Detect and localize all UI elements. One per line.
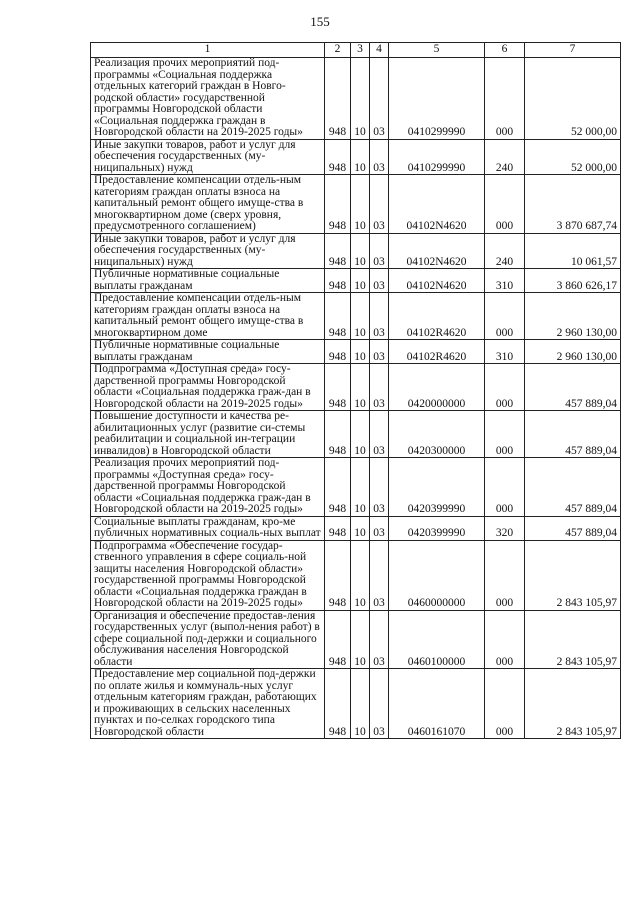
row-target-article: 0460161070	[389, 669, 485, 739]
row-section-code: 10	[351, 669, 370, 739]
row-target-article: 04102N4620	[389, 269, 485, 293]
row-ministry-code: 948	[325, 58, 351, 140]
row-section-code: 10	[351, 293, 370, 340]
row-subsection-code: 03	[370, 340, 389, 364]
row-target-article: 04102N4620	[389, 175, 485, 234]
header-cell-subsection: 4	[370, 43, 389, 58]
row-name: Повышение доступности и качества ре-абилитационных услуг (развитие си-стемы реабилитации и социальной ин-теграции инвалидов) в Новгородской области	[91, 411, 325, 458]
row-amount: 52 000,00	[525, 139, 621, 175]
header-cell-expense-type: 6	[485, 43, 525, 58]
row-expense-type: 000	[485, 411, 525, 458]
row-amount: 457 889,04	[525, 411, 621, 458]
row-subsection-code: 03	[370, 516, 389, 540]
row-ministry-code: 948	[325, 411, 351, 458]
row-section-code: 10	[351, 540, 370, 610]
row-expense-type: 240	[485, 139, 525, 175]
row-name: Реализация прочих мероприятий под-программы «Социальная поддержка отдельных категорий граждан в Новго-родской области» государственной программы Новгородской области «Социальная поддержка граждан в Новгородской области на 2019-2025 годы»	[91, 58, 325, 140]
row-section-code: 10	[351, 340, 370, 364]
row-amount: 457 889,04	[525, 516, 621, 540]
row-section-code: 10	[351, 139, 370, 175]
row-subsection-code: 03	[370, 669, 389, 739]
row-target-article: 04102R4620	[389, 293, 485, 340]
row-amount: 457 889,04	[525, 458, 621, 517]
row-section-code: 10	[351, 364, 370, 411]
row-section-code: 10	[351, 233, 370, 269]
row-name: Подпрограмма «Доступная среда» госу-дарственной программы Новгородской области «Социальная поддержка граж-дан в Новгородской области на 2019-2025 годы»	[91, 364, 325, 411]
row-target-article: 0420399990	[389, 516, 485, 540]
row-amount: 3 870 687,74	[525, 175, 621, 234]
row-section-code: 10	[351, 58, 370, 140]
row-ministry-code: 948	[325, 233, 351, 269]
table-row	[91, 340, 621, 364]
row-subsection-code: 03	[370, 269, 389, 293]
row-subsection-code: 03	[370, 364, 389, 411]
row-amount: 2 843 105,97	[525, 610, 621, 669]
row-ministry-code: 948	[325, 175, 351, 234]
row-name: Организация и обеспечение предостав-ления государственных услуг (выпол-нения работ) в сфере социальной под-держки и социального обслуживания населения Новгородской области	[91, 610, 325, 669]
header-cell-amount: 7	[525, 43, 621, 58]
row-name: Предоставление компенсации отдель-ным категориям граждан оплаты взноса на капитальный ремонт общего имуще-ства в многоквартирном доме (сверх уровня, предусмотренного соглашением)	[91, 175, 325, 234]
table-row	[91, 669, 621, 739]
row-ministry-code: 948	[325, 340, 351, 364]
row-section-code: 10	[351, 269, 370, 293]
row-amount: 457 889,04	[525, 364, 621, 411]
row-ministry-code: 948	[325, 610, 351, 669]
row-ministry-code: 948	[325, 364, 351, 411]
table-row	[91, 58, 621, 140]
row-section-code: 10	[351, 516, 370, 540]
row-name: Социальные выплаты гражданам, кро-ме публичных нормативных социаль-ных выплат	[91, 516, 325, 540]
row-expense-type: 310	[485, 340, 525, 364]
row-name: Публичные нормативные социальные выплаты гражданам	[91, 340, 325, 364]
table-row	[91, 233, 621, 269]
row-subsection-code: 03	[370, 175, 389, 234]
row-expense-type: 240	[485, 233, 525, 269]
table-row	[91, 540, 621, 610]
row-expense-type: 000	[485, 610, 525, 669]
table-row	[91, 175, 621, 234]
row-ministry-code: 948	[325, 269, 351, 293]
row-expense-type: 000	[485, 540, 525, 610]
row-subsection-code: 03	[370, 233, 389, 269]
row-amount: 2 960 130,00	[525, 340, 621, 364]
row-subsection-code: 03	[370, 411, 389, 458]
row-amount: 2 843 105,97	[525, 669, 621, 739]
row-ministry-code: 948	[325, 516, 351, 540]
table-row	[91, 139, 621, 175]
row-target-article: 0410299990	[389, 139, 485, 175]
row-section-code: 10	[351, 458, 370, 517]
table-row	[91, 269, 621, 293]
row-amount: 2 960 130,00	[525, 293, 621, 340]
budget-table	[90, 42, 621, 739]
table-row	[91, 411, 621, 458]
row-expense-type: 000	[485, 175, 525, 234]
row-subsection-code: 03	[370, 58, 389, 140]
row-name: Подпрограмма «Обеспечение государ-ственного управления в сфере социаль-ной защиты населения Новгородской области» государственной программы Новгородской области «Социальная поддержка граждан в Новгородской области на 2019-2025 годы»	[91, 540, 325, 610]
row-amount: 2 843 105,97	[525, 540, 621, 610]
row-expense-type: 000	[485, 364, 525, 411]
row-target-article: 0420000000	[389, 364, 485, 411]
row-ministry-code: 948	[325, 293, 351, 340]
row-target-article: 0460100000	[389, 610, 485, 669]
row-name: Предоставление мер социальной под-держки по оплате жилья и коммуналь-ных услуг отдельным категориям граждан, работающих и проживающих в сельских населенных пунктах и по-селках городского типа Новгородской области	[91, 669, 325, 739]
row-target-article: 0460000000	[389, 540, 485, 610]
table-row	[91, 458, 621, 517]
header-cell-target-article: 5	[389, 43, 485, 58]
row-target-article: 0410299990	[389, 58, 485, 140]
row-expense-type: 000	[485, 669, 525, 739]
row-ministry-code: 948	[325, 669, 351, 739]
row-target-article: 04102R4620	[389, 340, 485, 364]
row-ministry-code: 948	[325, 540, 351, 610]
header-cell-ministry: 2	[325, 43, 351, 58]
row-expense-type: 000	[485, 458, 525, 517]
row-target-article: 0420399990	[389, 458, 485, 517]
row-amount: 10 061,57	[525, 233, 621, 269]
row-name: Предоставление компенсации отдель-ным категориям граждан оплаты взноса на капитальный ремонт общего имуще-ства в многоквартирном доме	[91, 293, 325, 340]
header-cell-name: 1	[91, 43, 325, 58]
row-ministry-code: 948	[325, 458, 351, 517]
table-row	[91, 364, 621, 411]
row-section-code: 10	[351, 411, 370, 458]
row-subsection-code: 03	[370, 139, 389, 175]
table-row	[91, 293, 621, 340]
row-name: Публичные нормативные социальные выплаты гражданам	[91, 269, 325, 293]
row-subsection-code: 03	[370, 540, 389, 610]
row-amount: 3 860 626,17	[525, 269, 621, 293]
page-number: 155	[310, 14, 330, 29]
row-name: Иные закупки товаров, работ и услуг для обеспечения государственных (му-ниципальных) нужд	[91, 233, 325, 269]
row-section-code: 10	[351, 610, 370, 669]
row-expense-type: 000	[485, 293, 525, 340]
row-section-code: 10	[351, 175, 370, 234]
row-subsection-code: 03	[370, 293, 389, 340]
row-ministry-code: 948	[325, 139, 351, 175]
row-name: Реализация прочих мероприятий под-программы «Доступная среда» госу-дарственной программы Новгородской области «Социальная поддержка граж-дан в Новгородской области на 2019-2025 годы»	[91, 458, 325, 517]
row-expense-type: 000	[485, 58, 525, 140]
row-target-article: 0420300000	[389, 411, 485, 458]
row-subsection-code: 03	[370, 458, 389, 517]
row-subsection-code: 03	[370, 610, 389, 669]
row-amount: 52 000,00	[525, 58, 621, 140]
table-header-row	[91, 43, 621, 58]
table-row	[91, 610, 621, 669]
header-cell-section: 3	[351, 43, 370, 58]
table-row	[91, 516, 621, 540]
row-expense-type: 310	[485, 269, 525, 293]
row-expense-type: 320	[485, 516, 525, 540]
row-target-article: 04102N4620	[389, 233, 485, 269]
row-name: Иные закупки товаров, работ и услуг для обеспечения государственных (му-ниципальных) нужд	[91, 139, 325, 175]
